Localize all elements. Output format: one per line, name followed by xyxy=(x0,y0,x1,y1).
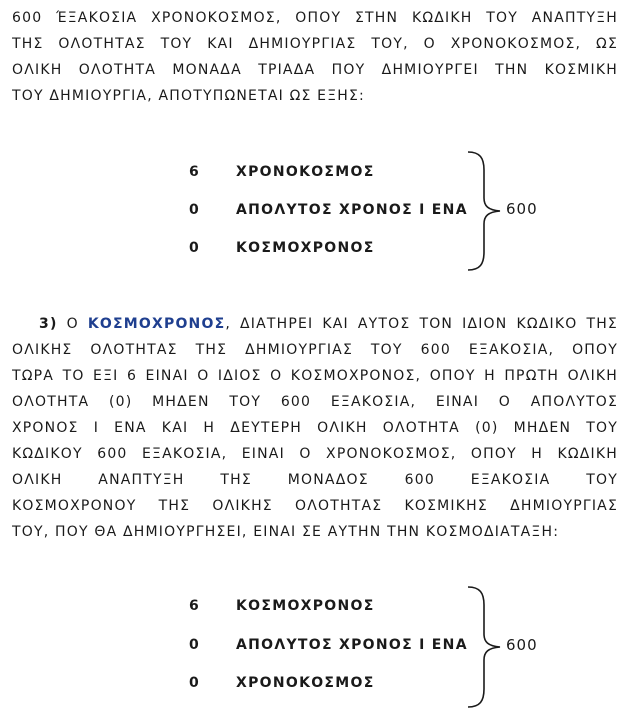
code-row xyxy=(189,200,468,220)
code-label: ΚΟΣΜΟΧΡΟΝΟΣ xyxy=(236,598,375,614)
code-digit: 0 xyxy=(189,637,201,653)
code-row xyxy=(189,162,375,182)
right-brace-icon xyxy=(466,585,502,709)
section-marker: 3) xyxy=(39,316,58,332)
highlight-term: ΚΟΣΜΟΧΡΟΝΟΣ xyxy=(87,316,226,332)
paragraph-1 xyxy=(12,5,618,109)
text-line: ΟΛΙΚΗΣ ΟΛΟΤΗΤΑΣ ΤΗΣ ΔΗΜΙΟΥΡΓΙΑΣ ΤΟΥ 600 ΕΞΑΚΟΣΙΑ, ΟΠΟΥ xyxy=(12,342,618,358)
text-line: ΤΟΥ ΔΗΜΙΟΥΡΓΙΑ, ΑΠΟΤΥΠΩΝΕΤΑΙ ΩΣ ΕΞΗΣ: xyxy=(12,88,365,104)
code-digit: 6 xyxy=(189,598,201,614)
right-brace-icon xyxy=(466,150,502,272)
text-line: ΟΛΙΚΗ ΟΛΟΤΗΤΑ ΜΟΝΑΔΑ ΤΡΙΑΔΑ ΠΟΥ ΔΗΜΙΟΥΡΓΕΙ ΤΗΝ ΚΟΣΜΙΚΗ xyxy=(12,62,618,78)
code-label: ΑΠΟΛΥΤΟΣ ΧΡΟΝΟΣ Ι ΕΝΑ xyxy=(236,202,468,218)
code-group-1 xyxy=(0,148,627,278)
code-group-2 xyxy=(0,583,627,713)
code-digit: 6 xyxy=(189,164,201,180)
code-label: ΧΡΟΝΟΚΟΣΜΟΣ xyxy=(236,164,375,180)
code-row xyxy=(189,635,468,655)
text-line: ΟΛΟΤΗΤΑ (0) ΜΗΔΕΝ ΤΟΥ 600 ΕΞΑΚΟΣΙΑ, ΕΙΝΑΙ Ο ΑΠΟΛΥΤΟΣ xyxy=(12,394,618,410)
text-line: ΟΛΙΚΗ ΑΝΑΠΤΥΞΗ ΤΗΣ ΜΟΝΑΔΟΣ 600 ΕΞΑΚΟΣΙΑ ΤΟΥ xyxy=(12,472,618,488)
code-digit: 0 xyxy=(189,202,201,218)
code-label: ΧΡΟΝΟΚΟΣΜΟΣ xyxy=(236,675,375,691)
text-fragment: Ο xyxy=(66,316,79,332)
text-line: 600 ΈΞΑΚΟΣΙΑ ΧΡΟΝΟΚΟΣΜΟΣ, ΟΠΟΥ ΣΤΗΝ ΚΩΔΙΚΗ ΤΟΥ ΑΝΑΠΤΥΞΗ xyxy=(12,10,618,26)
text-line: ΚΩΔΙΚΟΥ 600 ΕΞΑΚΟΣΙΑ, ΕΙΝΑΙ Ο ΧΡΟΝΟΚΟΣΜΟΣ, ΟΠΟΥ Η ΚΩΔΙΚΗ xyxy=(12,446,618,462)
paragraph-2 xyxy=(12,311,618,545)
text-line: ΤΗΣ ΟΛΟΤΗΤΑΣ ΤΟΥ ΚΑΙ ΔΗΜΙΟΥΡΓΙΑΣ ΤΟΥ, Ο ΧΡΟΝΟΚΟΣΜΟΣ, ΩΣ xyxy=(12,36,618,52)
code-total: 600 xyxy=(506,200,538,218)
code-row xyxy=(189,673,375,693)
code-digit: 0 xyxy=(189,675,201,691)
text-line xyxy=(12,311,618,337)
text-line: ΤΩΡΑ ΤΟ ΕΞΙ 6 ΕΙΝΑΙ Ο ΙΔΙΟΣ Ο ΚΟΣΜΟΧΡΟΝΟΣ, ΟΠΟΥ Η ΠΡΩΤΗ ΟΛΙΚΗ xyxy=(12,368,618,384)
text-line: ΧΡΟΝΟΣ Ι ΕΝΑ ΚΑΙ Η ΔΕΥΤΕΡΗ ΟΛΙΚΗ ΟΛΟΤΗΤΑ (0) ΜΗΔΕΝ ΤΟΥ xyxy=(12,420,618,436)
text-line: ΚΟΣΜΟΧΡΟΝΟΥ ΤΗΣ ΟΛΙΚΗΣ ΟΛΟΤΗΤΑΣ ΚΟΣΜΙΚΗΣ ΔΗΜΙΟΥΡΓΙΑΣ xyxy=(12,498,618,514)
code-total: 600 xyxy=(506,636,538,654)
code-digit: 0 xyxy=(189,240,201,256)
code-label: ΑΠΟΛΥΤΟΣ ΧΡΟΝΟΣ Ι ΕΝΑ xyxy=(236,637,468,653)
code-label: ΚΟΣΜΟΧΡΟΝΟΣ xyxy=(236,240,375,256)
text-fragment: , ΔΙΑΤΗΡΕΙ ΚΑΙ ΑΥΤΟΣ ΤΟΝ ΙΔΙΟΝ ΚΩΔΙΚΟ ΤΗΣ xyxy=(225,316,618,332)
code-row xyxy=(189,596,375,616)
code-row xyxy=(189,238,375,258)
text-line: ΤΟΥ, ΠΟΥ ΘΑ ΔΗΜΙΟΥΡΓΗΣΕΙ, ΕΙΝΑΙ ΣΕ ΑΥΤΗΝ ΤΗΝ ΚΟΣΜΟΔΙΑΤΑΞΗ: xyxy=(12,524,560,540)
